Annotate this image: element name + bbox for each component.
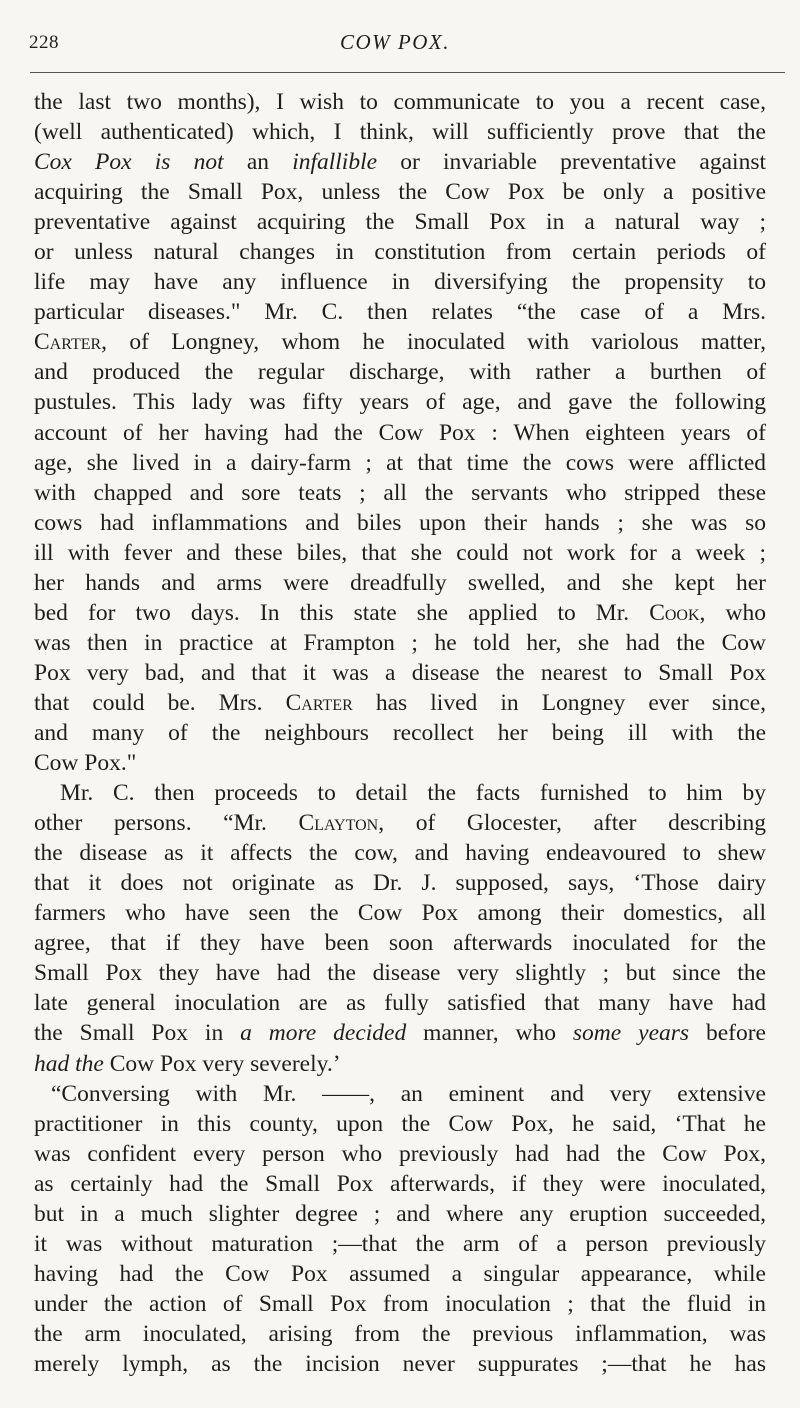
text-line: account of her having had the Cow Pox : When eighteen years of (34, 419, 766, 446)
text-line: under the action of Small Pox from inoculation ; that the fluid in (34, 1290, 766, 1317)
italic-text: had the (34, 1050, 104, 1077)
page-body (34, 87, 766, 1379)
text-line: preventative against acquiring the Small Pox in a natural way ; (34, 209, 766, 236)
running-head (0, 0, 800, 70)
text-line: Cox Pox is not an infallible or invariable preventative against (34, 149, 766, 176)
text-line: acquiring the Small Pox, unless the Cow Pox be only a positive (34, 179, 766, 206)
text-line: but in a much slighter degree ; and where any eruption succeeded, (34, 1200, 766, 1227)
text-line: late general inoculation are as fully satisfied that many have had (34, 990, 766, 1017)
text-line: farmers who have seen the Cow Pox among their domestics, all (34, 900, 766, 927)
text-line: was then in practice at Frampton ; he told her, she had the Cow (34, 629, 766, 656)
text-line: Small Pox they have had the disease very slightly ; but since the (34, 960, 766, 987)
text-line: cows had inflammations and biles upon their hands ; she was so (34, 509, 766, 536)
paragraph-2 (34, 778, 766, 1078)
text-line: the arm inoculated, arising from the previous inflammation, was (34, 1320, 766, 1347)
text-line: Cow Pox." (34, 750, 137, 777)
text-line: bed for two days. In this state she applied to Mr. Cook, who (34, 599, 766, 626)
small-caps-name: Carter (285, 689, 353, 716)
text-line: the disease as it affects the cow, and having endeavoured to shew (34, 840, 766, 867)
text-line: that could be. Mrs. Carter has lived in Longney ever since, (34, 689, 766, 716)
italic-text: Cox Pox is not (34, 149, 224, 176)
text-line: the Small Pox in a more decided manner, who some years before (34, 1020, 766, 1047)
text-line: and produced the regular discharge, with rather a burthen of (34, 359, 766, 386)
italic-text: a more decided (240, 1020, 407, 1047)
header-rule (30, 72, 785, 73)
text-line: Carter, of Longney, whom he inoculated with variolous matter, (34, 329, 766, 356)
text-line: having had the Cow Pox assumed a singular appearance, while (34, 1260, 766, 1287)
small-caps-name: Clayton (298, 810, 379, 837)
text-line: life may have any influence in diversifying the propensity to (34, 269, 766, 296)
paragraph-1 (34, 87, 766, 778)
text-line: as certainly had the Small Pox afterwards, if they were inoculated, (34, 1170, 766, 1197)
text-line: (well authenticated) which, I think, will sufficiently prove that the (34, 119, 766, 146)
small-caps-name: Carter (34, 329, 102, 356)
text-line: practitioner in this county, upon the Cow Pox, he said, ‘That he (34, 1110, 766, 1137)
paragraph-3 (34, 1079, 766, 1379)
running-title: COW POX. (340, 30, 450, 54)
italic-text: infallible (292, 149, 378, 176)
page-number: 228 (29, 32, 59, 53)
italic-text: some years (572, 1020, 690, 1047)
text-line: other persons. “Mr. Clayton, of Glocester, after describing (34, 810, 766, 837)
text-line: “Conversing with Mr. ——, an eminent and very extensive (51, 1080, 766, 1107)
text-line: Pox very bad, and that it was a disease the nearest to Small Pox (34, 659, 766, 686)
text-line: with chapped and sore teats ; all the servants who stripped these (34, 479, 766, 506)
text-line: age, she lived in a dairy-farm ; at that time the cows were afflicted (34, 449, 766, 476)
text-line: merely lymph, as the incision never suppurates ;—that he has (34, 1350, 766, 1377)
text-line: had the Cow Pox very severely.’ (34, 1050, 341, 1077)
text-line: the last two months), I wish to communicate to you a recent case, (34, 89, 766, 115)
text-line: her hands and arms were dreadfully swelled, and she kept her (34, 569, 766, 596)
text-line: was confident every person who previously had had the Cow Pox, (34, 1140, 766, 1167)
text-line: and many of the neighbours recollect her being ill with the (34, 719, 766, 746)
text-line: or unless natural changes in constitution from certain periods of (34, 239, 766, 266)
text-line: ill with fever and these biles, that she could not work for a week ; (34, 539, 766, 566)
text-line: pustules. This lady was fifty years of age, and gave the following (34, 389, 766, 416)
text-line: Mr. C. then proceeds to detail the facts furnished to him by (60, 780, 766, 807)
text-line: that it does not originate as Dr. J. supposed, says, ‘Those dairy (34, 870, 766, 897)
small-caps-name: Cook (649, 599, 700, 626)
text-line: agree, that if they have been soon afterwards inoculated for the (34, 930, 766, 957)
text-line: it was without maturation ;—that the arm of a person previously (34, 1230, 766, 1257)
text-line: particular diseases." Mr. C. then relates “the case of a Mrs. (34, 299, 766, 326)
